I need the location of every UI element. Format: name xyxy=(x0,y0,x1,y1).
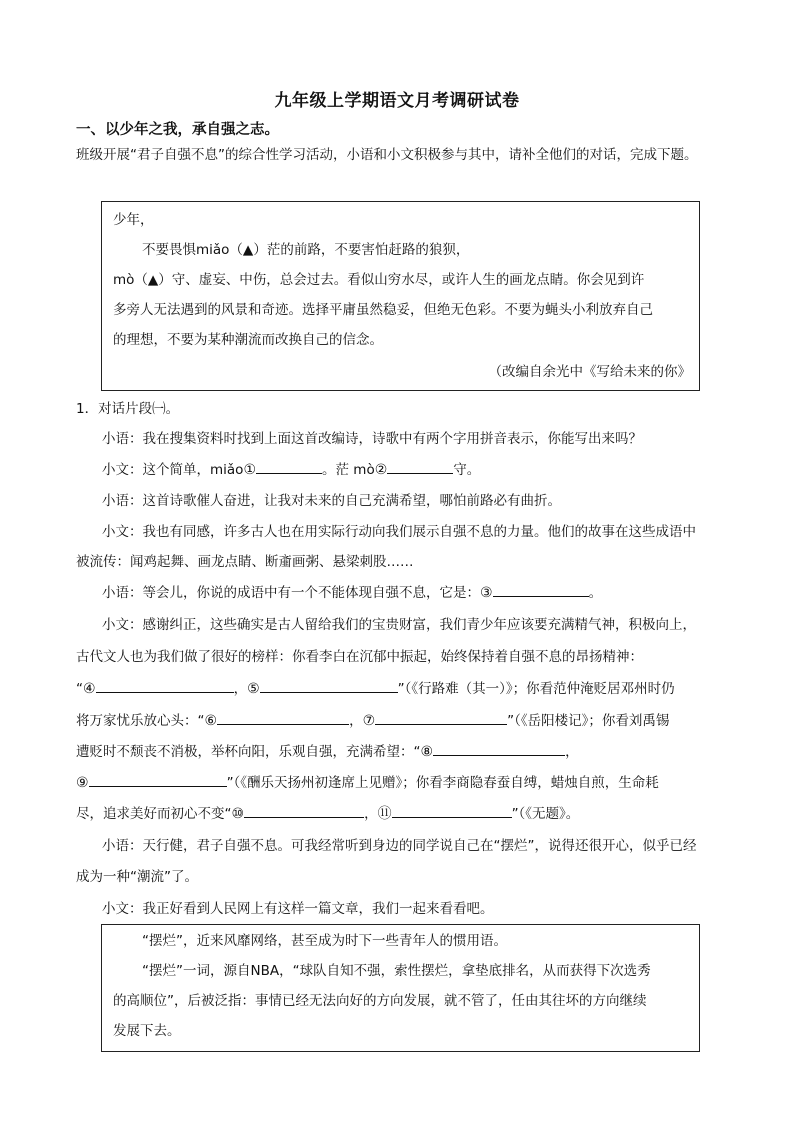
blank-number: ① xyxy=(243,462,256,478)
dialog-line: 古代文人也为我们做了很好的榜样：你看李白在沉郁中振起，始终保持着自强不息的昂扬精神： xyxy=(76,649,643,665)
dialog-line xyxy=(76,674,744,704)
poem-line: 不要畏惧miǎo（▲）茫的前路，不要害怕赶路的狼狈， xyxy=(142,242,470,258)
poem-salute: 少年， xyxy=(113,212,154,228)
page-title: 九年级上学期语文月考调研试卷 xyxy=(274,91,520,111)
blank-number: ② xyxy=(374,462,388,478)
blank-number: ⑩ xyxy=(231,806,245,822)
dialog-text: 守。 xyxy=(453,462,481,478)
poem-source: （改编自余光中《写给未来的你》 xyxy=(488,364,691,380)
answer-blank-7[interactable] xyxy=(375,710,507,725)
answer-blank-2[interactable] xyxy=(387,459,453,474)
dialog-line xyxy=(76,455,744,485)
dialog-text: “ xyxy=(76,681,83,697)
dialog-text: ”（《无题》。 xyxy=(511,806,580,822)
dialog-text: 小语：等会儿，你说的成语中有一个不能体现自强不息，它是： xyxy=(102,585,480,601)
dialog-text: 。茫 mò xyxy=(322,462,375,478)
blank-number: ⑥ xyxy=(204,713,218,729)
intro-text: 班级开展“君子自强不息”的综合性学习活动，小语和小文积极参与其中，请补全他们的对话，完成下题。 xyxy=(76,147,698,163)
question-label: 1．对话片段㈠。 xyxy=(76,401,180,417)
answer-blank-1[interactable] xyxy=(256,459,322,474)
dialog-text: 遭贬时不颓丧不消极，举杯向阳，乐观自强，充满希望：“ xyxy=(76,744,421,760)
answer-blank-8[interactable] xyxy=(433,741,565,756)
dialog-line: 成为一种“潮流”了。 xyxy=(76,869,198,885)
blank-number: ④ xyxy=(83,681,96,697)
dialog-line xyxy=(76,799,744,829)
dialog-text: ， xyxy=(364,806,378,822)
article-paragraph: 发展下去。 xyxy=(113,1023,181,1039)
dialog-line: 小语：这首诗歌催人奋进，让我对未来的自己充满希望，哪怕前路必有曲折。 xyxy=(102,493,561,509)
answer-blank-6[interactable] xyxy=(217,710,349,725)
answer-blank-5[interactable] xyxy=(260,678,398,693)
dialog-text: 将万家忧乐放心头：“ xyxy=(76,713,205,729)
answer-blank-11[interactable] xyxy=(392,803,512,818)
blank-number: ③ xyxy=(480,585,493,601)
dialog-line: 小语：天行健，君子自强不息。可我经常听到身边的同学说自己在“摆烂”，说得还很开心，似乎已经 xyxy=(102,838,697,854)
blank-number: ⑤ xyxy=(247,681,260,697)
dialog-text: ， xyxy=(349,713,363,729)
dialog-text: ”（《岳阳楼记》；你看刘禹锡 xyxy=(507,713,670,729)
dialog-text: ”（《酬乐天扬州初逢席上见赠》；你看李商隐春蚕自缚，蜡烛自煎，生命耗 xyxy=(226,775,659,791)
poem-line: 的理想，不要为某种潮流而改换自己的信念。 xyxy=(113,332,383,348)
answer-blank-3[interactable] xyxy=(493,582,589,597)
blank-number: ⑧ xyxy=(420,744,434,760)
section-heading: 一、以少年之我，承自强之志。 xyxy=(76,122,279,138)
dialog-line: 小文：我也有同感，许多古人也在用实际行动向我们展示自强不息的力量。他们的故事在这些成语中 xyxy=(102,524,696,540)
dialog-text: 。 xyxy=(588,585,603,601)
blank-number: ⑨ xyxy=(76,775,89,791)
dialog-line xyxy=(76,768,744,798)
poem-line: mò（▲）守、虚妄、中伤，总会过去。看似山穷水尽，或许人生的画龙点睛。你会见到许 xyxy=(113,272,645,288)
dialog-line xyxy=(76,578,744,608)
answer-blank-4[interactable] xyxy=(96,678,234,693)
dialog-line xyxy=(76,706,744,736)
dialog-line: 小文：我正好看到人民网上有这样一篇文章，我们一起来看看吧。 xyxy=(102,901,494,917)
dialog-line: 小文：感谢纠正，这些确实是古人留给我们的宝贵财富，我们青少年应该要充满精气神，积极向上， xyxy=(102,617,696,633)
dialog-text: ， xyxy=(565,744,579,760)
dialog-line: 小语：我在搜集资料时找到上面这首改编诗，诗歌中有两个字用拼音表示，你能写出来吗？ xyxy=(102,431,642,447)
answer-blank-10[interactable] xyxy=(244,803,364,818)
blank-number: ⑦ xyxy=(362,713,376,729)
poem-box xyxy=(101,201,700,391)
article-paragraph: “摆烂”，近来风靡网络，甚至成为时下一些青年人的惯用语。 xyxy=(142,933,507,949)
answer-blank-9[interactable] xyxy=(89,772,227,787)
dialog-text: ， xyxy=(233,681,248,697)
article-box xyxy=(101,924,700,1052)
dialog-line xyxy=(76,737,744,767)
dialog-text: 尽，追求美好而初心不变“ xyxy=(76,806,232,822)
dialog-text: 小文：这个简单，miǎo xyxy=(102,462,244,478)
dialog-line: 被流传：闻鸡起舞、画龙点睛、断齑画粥、悬梁刺股…… xyxy=(76,554,414,570)
article-paragraph: “摆烂”一词，源自NBA，“球队自知不强，索性摆烂，拿垫底排名，从而获得下次选秀 xyxy=(142,963,651,979)
blank-number: ⑪ xyxy=(377,806,392,822)
dialog-text: ”（《行路难（其一）》；你看范仲淹贬居邓州时仍 xyxy=(397,681,675,697)
poem-line: 多旁人无法遇到的风景和奇迹。选择平庸虽然稳妥，但绝无色彩。不要为蝇头小利放弃自己 xyxy=(113,302,653,318)
article-paragraph: 的高顺位”，后被泛指：事情已经无法向好的方向发展，就不管了，任由其往坏的方向继续 xyxy=(113,993,647,1009)
